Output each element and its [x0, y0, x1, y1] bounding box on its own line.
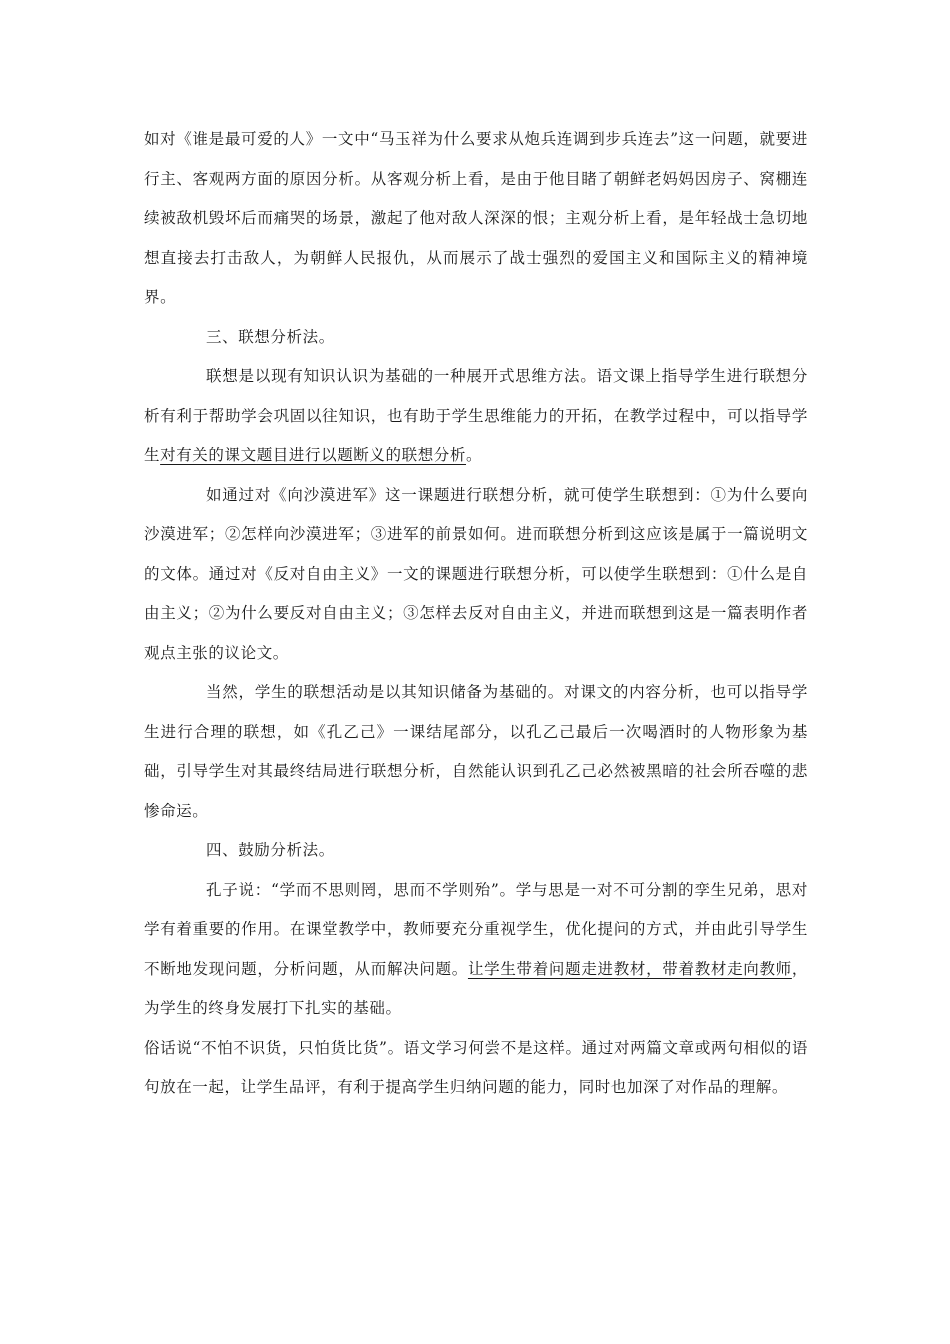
underlined-phrase: 对有关的课文题目进行以题断义的联想分析 — [160, 446, 467, 464]
underlined-phrase: 让学生带着问题走进教材，带着教材走向教师 — [467, 959, 792, 978]
section-heading-association: 三、联想分析法。 — [206, 327, 335, 346]
paragraph-association-knowledge: 当然，学生的联想活动是以其知识储备为基础的。对课文的内容分析，也可以指导学生进行合理的联想，如《孔乙己》一课结尾部分，以孔乙己最后一次喝酒时的人物形象为基础，引导学生对其最终结局进行联想分析，自然能认识到孔乙己必然被黑暗的社会所吞噬的悲惨命运。 — [144, 683, 808, 820]
paragraph-encouragement — [144, 871, 808, 1029]
paragraph-text: 。 — [466, 446, 483, 464]
paragraph-analysis-example: 如对《谁是最可爱的人》一文中“马玉祥为什么要求从炮兵连调到步兵连去”这一问题，就要进行主、客观两方面的原因分析。从客观分析上看，是由于他目睹了朝鲜老妈妈因房子、窝棚连续被敌机毁坏后而痛哭的场景，激起了他对敌人深深的恨；主观分析上看，是年轻战士急切地想直接去打击敌人，为朝鲜人民报仇，从而展示了战士强烈的爱国主义和国际主义的精神境界。 — [144, 130, 808, 306]
paragraph-text: 联想是以现有知识认识为基础的一种展开式思维方法。语文课上指导学生进行联想分析有利于帮助学会巩固以往知识，也有助于学生思维能力的开拓，在教学过程中，可以指导学生 — [144, 367, 808, 464]
section-heading-encouragement: 四、鼓励分析法。 — [206, 841, 335, 859]
paragraph-association-examples: 如通过对《向沙漠进军》这一课题进行联想分析，就可使学生联想到：①为什么要向沙漠进军；②怎样向沙漠进军；③进军的前景如何。进而联想分析到这应该是属于一篇说明文的文体。通过对《反对自由主义》一文的课题进行联想分析，可以使学生联想到：①什么是自由主义；②为什么要反对自由主义；③怎样去反对自由主义，并进而联想到这是一篇表明作者观点主张的议论文。 — [144, 485, 808, 662]
paragraph-text: ，为学生的终身发展打下扎实的基础。 — [144, 959, 808, 1017]
paragraph-association-intro — [144, 357, 808, 476]
paragraph-text: 孔子说：“学而不思则罔，思而不学则殆”。学与思是一对不可分割的孪生兄弟，思对学有着重要的作用。在课堂教学中，教师要充分重视学生，优化提问的方式，并由此引导学生不断地发现问题，分析问题，从而解决问题。 — [144, 880, 808, 978]
document-body — [144, 120, 808, 1108]
paragraph-comparison: 俗话说“不怕不识货，只怕货比货”。语文学习何尝不是这样。通过对两篇文章或两句相似的语句放在一起，让学生品评，有利于提高学生归纳问题的能力，同时也加深了对作品的理解。 — [144, 1038, 808, 1096]
